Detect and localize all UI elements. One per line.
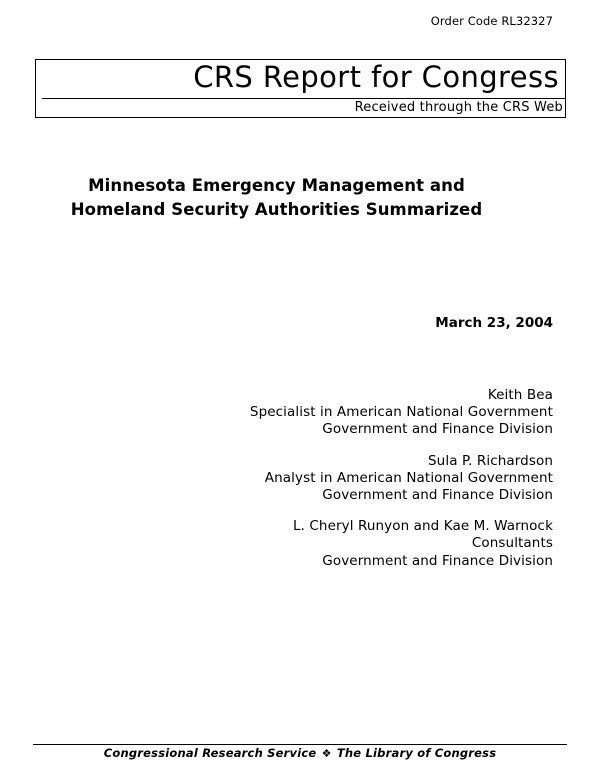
author-name: Sula P. Richardson [428, 452, 553, 469]
footer-institution: The Library of Congress [336, 746, 497, 760]
page-title-line-1: Minnesota Emergency Management and [88, 176, 465, 195]
page-title [0, 174, 553, 222]
author-block [0, 518, 553, 570]
author-role: Analyst in American National Government [264, 469, 553, 486]
author-block [0, 453, 553, 505]
order-code: Order Code RL32327 [430, 14, 553, 28]
publication-date: March 23, 2004 [435, 315, 553, 331]
author-block [0, 387, 553, 439]
author-division: Government and Finance Division [322, 421, 553, 438]
author-role: Specialist in American National Government [249, 404, 553, 421]
footer-organization: Congressional Research Service [103, 746, 317, 760]
author-division: Government and Finance Division [322, 487, 553, 504]
masthead-subtitle: Received through the CRS Web [354, 100, 563, 115]
author-name: Keith Bea [487, 387, 553, 403]
footer [0, 746, 600, 760]
footer-divider [33, 744, 567, 745]
author-list [0, 387, 553, 584]
author-division: Government and Finance Division [322, 552, 553, 569]
crs-masthead-box [35, 59, 566, 118]
author-role: Consultants [471, 535, 553, 552]
masthead-title: CRS Report for Congress [193, 60, 559, 94]
author-name: L. Cheryl Runyon and Kae M. Warnock [293, 518, 553, 535]
page-title-line-2: Homeland Security Authorities Summarized [70, 200, 483, 219]
diamond-bullet-icon: ❖ [321, 747, 332, 760]
